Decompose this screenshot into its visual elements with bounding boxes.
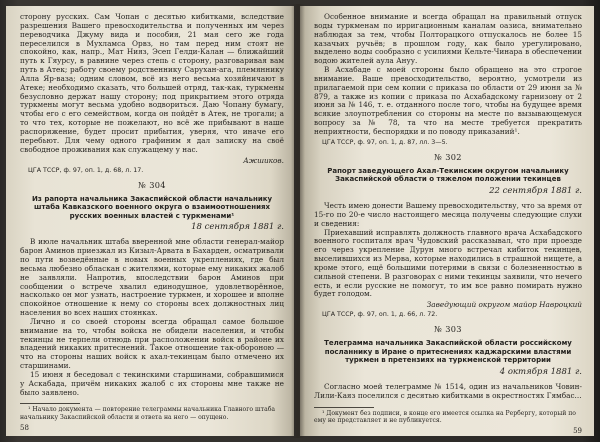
right-body-paragraph-3: Согласно моей телеграмме № 1514, один из начальников Човин-Лили-Каяз поселился с десятью кибитками в окрестностях Гямбас... (314, 382, 582, 400)
left-body-paragraph-1: В июле начальник штаба вверенной мне области генерал-майор барон Аминов приезжал из Кизыл-Арвата в Бахарден, осматривали по пути возведённые в новых военных укреплениях, где был весьма любезно обласкан с жителями, которые ему никаких жалоб не заявляли. Напротив, впоследствии барон Аминов при сообщении о встрече хвалил единодушное, удовлетворённое, насколько он мог узнать, настроение туркмен, и хорошее и вполне спокойное отношение к нему со стороны всех должностных лиц населения во всех наших стоянках. (20, 237, 284, 318)
doc-title-302: Рапорт заведующего Ахал-Текинским округом начальнику Закаспийской области о тяжелом положении текинцев (327, 166, 569, 184)
doc-number-303: № 303 (434, 324, 462, 335)
right-page (300, 6, 594, 436)
right-footnote-rule (314, 407, 374, 408)
left-footnote-rule (20, 403, 80, 404)
left-top-paragraph: сторону русских. Сам Чопан с десятью кибитками, вследствие разрешения Вашего превосходительства и полученных им через переводчика Джуму вида и пособия, 21 мая сего же года переселился в Мухламса Орвз, но там перед ним стоят не спокойно, как, напр., Мат Нияз, Эсеп Гелди-Калан — ближайший путь к Гяурсу, в равнине через степь с сторону, разговаривая вам путь в Атек; работу своему родственнику Сарухан-ага, племяннику Алла Яр-ваза; одним словом, всё из него весьма хозяйничают в Атеке; необходимо сказать, что большей отряд, так-как, туркмены безусловно держат нашу сторону; под прикрытием этого отряда туркмены могут весьма удобно водвориться. Даю Чопану бумагу, чтобы его с его семейством, когда он пойдёт в Атек, не трогали; а то что тех, которые не пожелают, но всё же прибывают в наше распоряжение, будет просит прибытия, уверяя, что иначе его перебьют. Для чему одного графиним я дал записку на своё свободное проживания как служащему у нас. (20, 12, 284, 154)
right-body-paragraph-2: Приехавший исправлять должность главного врача Асхабадского военного госпиталя врач Чудовский рассказывал, что при проезде его через укрепление Дурун много встречал кибиток текинцев, выселившихся из Мерва, которые находились в страшной нищете, а кроме этого, ещё большими потерями в связи с болезненностью в сильной степени. В разговорах с ними текинцы заявили, что нечего есть, и если русские не помогут, то им все равно помирать нужно будет голодом. (314, 227, 582, 299)
left-footnote: ¹ Начало документа — повторение телеграммы начальника Главного штаба начальнику Закаспийской области и ответа на него — опущено. (20, 406, 275, 421)
doc-title-303: Телеграмма начальника Закаспийской области российскому посланнику в Иране о притеснениях каджарскими властями туркмен в претензиях на туркменской территории (324, 339, 572, 365)
book-gutter (291, 4, 305, 438)
doc-date-304: 18 сентября 1881 г. (191, 222, 284, 233)
doc-number-304: № 304 (138, 179, 166, 190)
right-page-number: 59 (573, 427, 582, 436)
right-top-paragraph-2: В Асхабаде с моей стороны было обращено на это строгое внимание. Ваше превосходительство, вероятно, усмотрели из прилагаемой при сем копии с приказа по области от 29 июня за № 879, а также из копии с приказа по Асхабадскому гарнизону от 2 июня за № 146, т. е. отданного после того, чтобы на будущее время всякие злоупотребления со стороны на месте по вызывающемуся вопросу за № 78, та что на месте требуется прекратить неприятности, беспорядки и по поводу приказаний¹. (314, 65, 582, 136)
left-page-number: 58 (20, 424, 29, 433)
doc-number-302: № 302 (434, 151, 462, 162)
right-archive-ref-top: ЦГА ТССР, ф. 97, оп. 1, д. 87, лл. 3—5. (322, 138, 448, 146)
right-body-paragraph-1: Честь имею донести Вашему превосходительству, что за время от 15-го по 20-е число настоящего месяца получены следующие слухи и сведения: (314, 201, 582, 228)
right-footnote: ¹ Документ без подписи, в конце его имеется ссылка на Рербергу, который по ему не представляет и не публикуется. (314, 409, 576, 425)
right-archive-ref-bottom: ЦГА ТССР, ф. 97, оп. 1, д. 66, л. 72. (322, 311, 438, 319)
left-body-paragraph-2: Лично я со своей стороны всегда обращал самое большое внимание на то, чтобы войска не обидели населения, и чтобы текинцы не терпели отнюдь при расположении войск в районе их владений никаких притеснений. Такое отношение так-обороною — что на стороны наших войск к ахал-текинцам было отмечено их старшинами. (20, 316, 284, 371)
right-top-paragraph-1: Особенное внимание и всегда обращал на правильный отпуск воды туркменам по ирригационным каналам оазиса, внимательно наблюдая за тем, чтобы Полторацкого отпускалось не более 15 казачьих ручьёв; в прошлом году, как было урегулировано, выделено воды сообразно с усилиями Кельте-Чинара в обеспечении водою жителей аула Ануу. (314, 12, 582, 66)
left-archive-ref: ЦГА ТССР, ф. 97, оп. 1, д. 68, л. 17. (28, 166, 144, 174)
left-signature: Ажшиков. (243, 155, 284, 165)
left-body-paragraph-3: 15 июня я беседовал с текинскими старшинами, собравшимися у Аскабада, причём никаких жалоб с их стороны мне также не было заявлено. (20, 369, 284, 397)
left-page (6, 6, 294, 436)
right-signature: Заведующий округом майор Навроцкий (426, 300, 582, 310)
doc-date-302: 22 сентября 1881 г. (489, 186, 582, 196)
doc-title-304: Из рапорта начальника Закаспийской области начальнику штаба Кавказского военного округа о взаимоотношениях русских военных властей с туркменами¹ (31, 194, 273, 220)
doc-date-303: 4 октября 1881 г. (499, 367, 582, 378)
